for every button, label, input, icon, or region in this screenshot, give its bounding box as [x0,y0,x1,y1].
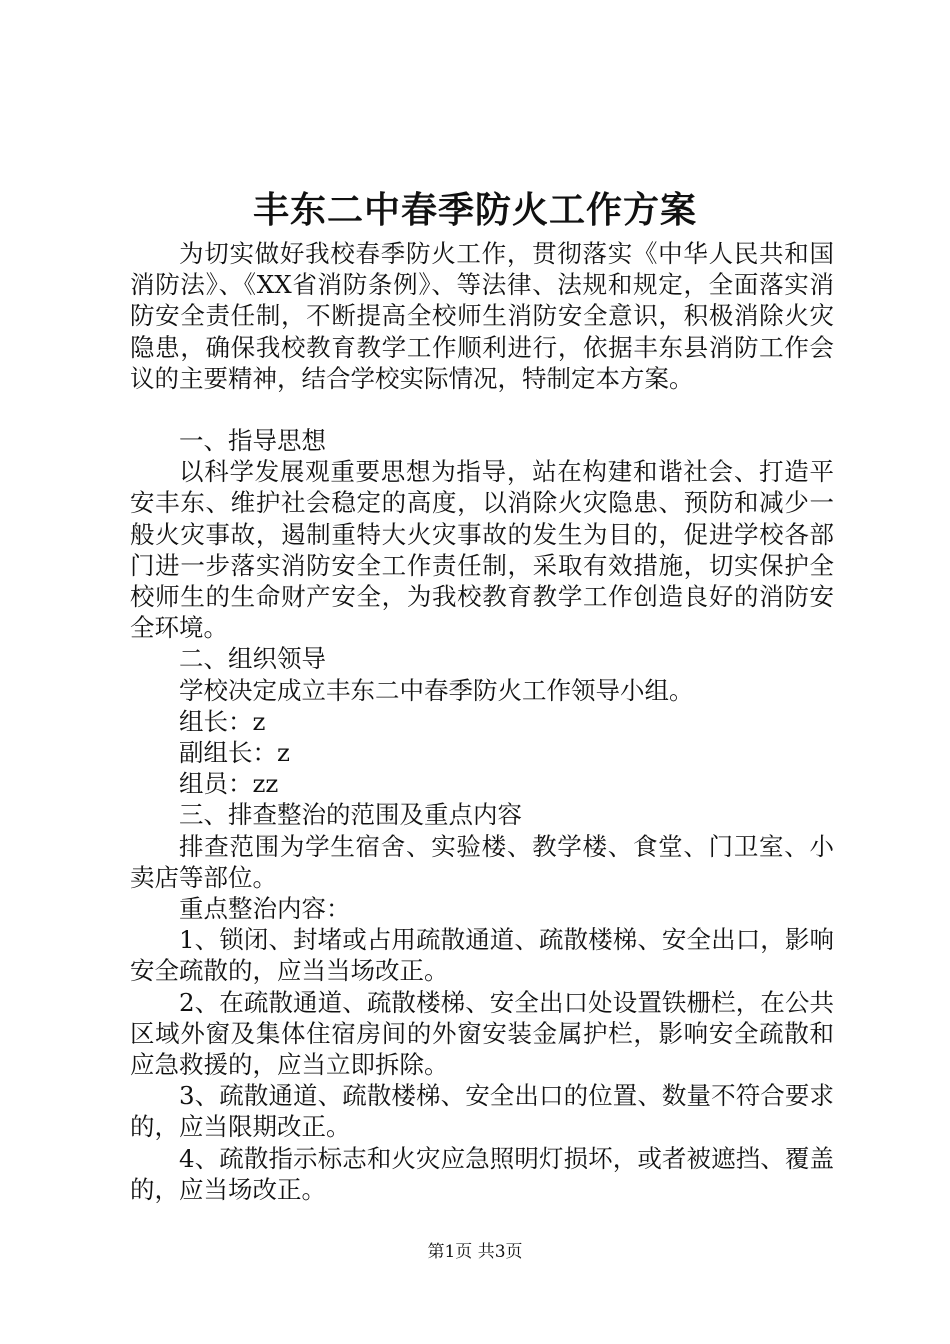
list-item: 4、疏散指示标志和火灾应急照明灯损坏，或者被遮挡、覆盖的，应当场改正。 [130,1143,834,1204]
intro-paragraph: 为切实做好我校春季防火工作，贯彻落实《中华人民共和国消防法》、《XX省消防条例》、等法律、法规和规定，全面落实消防安全责任制，不断提高全校师生消防安全意识，积极消除火灾隐患，确保我校教育教学工作顺利进行，依据丰东县消防工作会议的主要精神，结合学校实际情况，特制定本方案。 [130,239,834,393]
key-items-heading: 重点整治内容： [179,894,351,924]
deputy-leader-line: 副组长：z [179,738,290,768]
document-title: 丰东二中春季防火工作方案 [252,189,697,231]
organization-paragraph: 学校决定成立丰东二中春季防火工作领导小组。 [179,675,694,705]
guiding-ideology-paragraph: 以科学发展观重要思想为指导，站在构建和谐社会、打造平安丰东、维护社会稳定的高度，以消除火灾隐患、预防和减少一般火灾事故，遏制重特大火灾事故的发生为目的，促进学校各部门进一步落实消防安全工作责任制，采取有效措施，切实保护全校师生的生命财产安全，为我校教育教学工作创造良好的消防安全环境。 [130,457,834,643]
group-leader-line: 组长：z [179,706,266,736]
section-heading-guiding-ideology: 一、指导思想 [179,426,326,456]
group-members-line: 组员：zz [179,769,279,799]
paragraph-gap [130,394,834,425]
list-item: 1、锁闭、封堵或占用疏散通道、疏散楼梯、安全出口，影响安全疏散的，应当当场改正。 [130,925,834,986]
page-footer: 第1页 共3页 [427,1242,523,1262]
scope-paragraph: 排查范围为学生宿舍、实验楼、教学楼、食堂、门卫室、小卖店等部位。 [130,831,834,892]
list-item: 2、在疏散通道、疏散楼梯、安全出口处设置铁栅栏，在公共区域外窗及集体住宿房间的外窗安装金属护栏，影响安全疏散和应急救援的，应当立即拆除。 [130,987,834,1080]
list-item: 3、疏散通道、疏散楼梯、安全出口的位置、数量不符合要求的，应当限期改正。 [130,1081,834,1142]
document-body [130,238,834,1205]
section-heading-scope: 三、排查整治的范围及重点内容 [179,800,522,830]
section-heading-organization: 二、组织领导 [179,644,326,674]
